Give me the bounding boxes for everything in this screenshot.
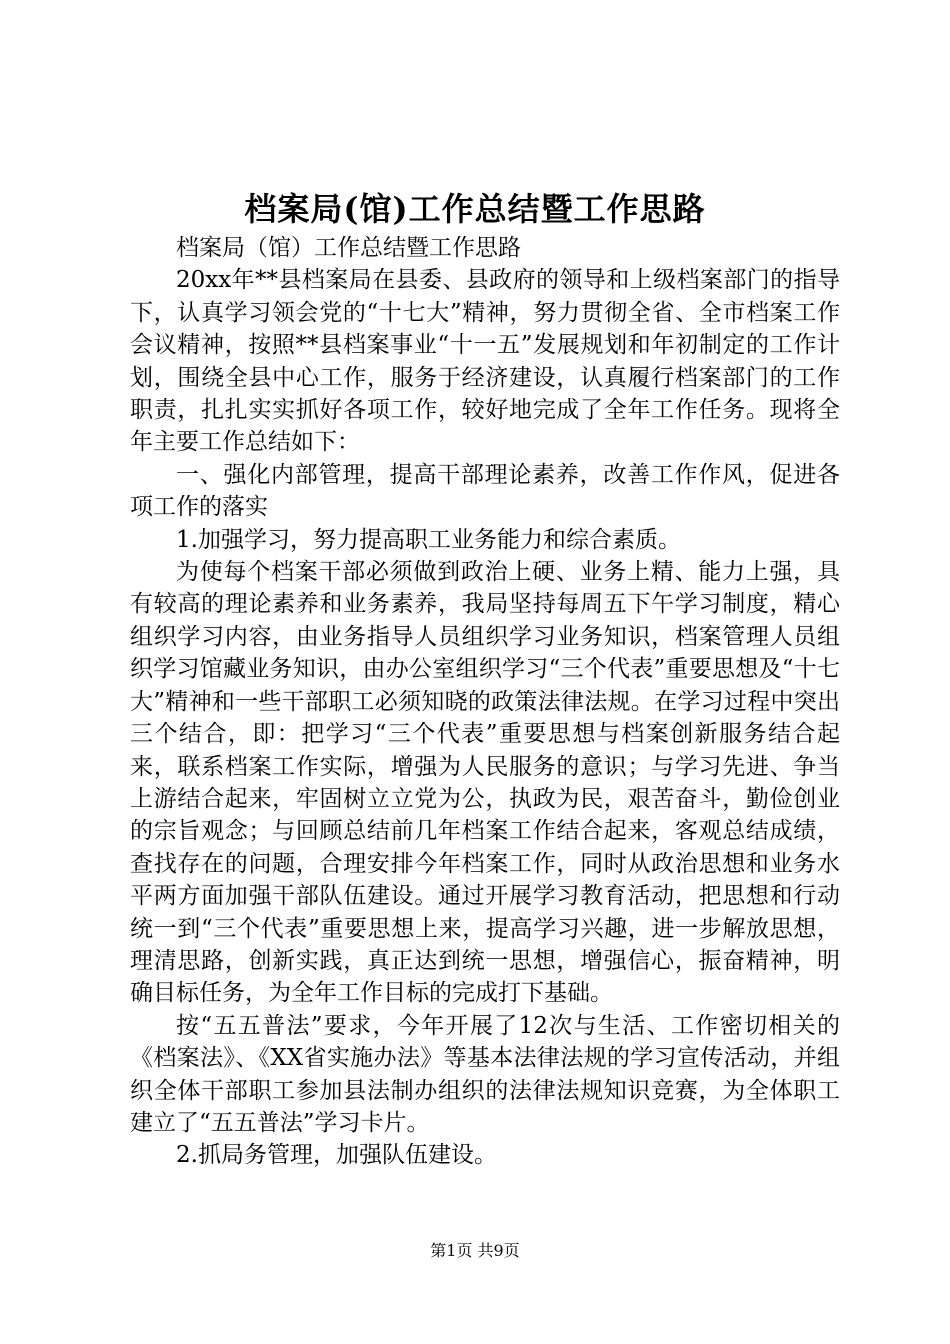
page-number-footer: 第1页 共9页 bbox=[430, 1241, 520, 1260]
document-title: 档案局(馆)工作总结暨工作思路 bbox=[244, 190, 706, 228]
subsection-heading-1: 1.加强学习，努力提高职工业务能力和综合素质。 bbox=[176, 526, 681, 553]
subsection-heading-2: 2.抓局务管理，加强队伍建设。 bbox=[176, 1142, 497, 1169]
paragraph-subtitle: 档案局（馆）工作总结暨工作思路 bbox=[176, 235, 521, 261]
paragraph-law-education: 按“五五普法”要求，今年开展了12次与生活、工作密切相关的《档案法》、《XX省实施办法》等基本法律法规的学习宣传活动，并组织全体干部职工参加县法制办组织的法律法规知识竞赛，为全体职工建立了“五五普法”学习卡片。 bbox=[130, 1012, 840, 1136]
section-heading-1: 一、强化内部管理，提高干部理论素养，改善工作作风，促进各项工作的落实 bbox=[130, 461, 840, 521]
paragraph-intro: 20xx年**县档案局在县委、县政府的领导和上级档案部门的指导下，认真学习领会党的“十七大”精神，努力贯彻全省、全市档案工作会议精神，按照**县档案事业“十一五”发展规划和年初制定的工作计划，围绕全县中心工作，服务于经济建设，认真履行档案部门的工作职责，扎扎实实抓好各项工作，较好地完成了全年工作任务。现将全年主要工作总结如下： bbox=[130, 267, 840, 456]
paragraph-study: 为使每个档案干部必须做到政治上硬、业务上精、能力上强，具有较高的理论素养和业务素养，我局坚持每周五下午学习制度，精心组织学习内容，由业务指导人员组织学习业务知识，档案管理人员组织学习馆藏业务知识，由办公室组织学习“三个代表”重要思想及“十七大”精神和一些干部职工必须知晓的政策法律法规。在学习过程中突出三个结合，即：把学习“三个代表”重要思想与档案创新服务结合起来，联系档案工作实际，增强为人民服务的意识；与学习先进、争当上游结合起来，牢固树立立党为公，执政为民，艰苦奋斗，勤俭创业的宗旨观念；与回顾总结前几年档案工作结合起来，客观总结成绩，查找存在的问题，合理安排今年档案工作，同时从政治思想和业务水平两方面加强干部队伍建设。通过开展学习教育活动，把思想和行动统一到“三个代表”重要思想上来，提高学习兴趣，进一步解放思想，理清思路，创新实践，真正达到统一思想，增强信心，振奋精神，明确目标任务，为全年工作目标的完成打下基础。 bbox=[130, 559, 840, 1007]
document-body bbox=[130, 232, 840, 1172]
